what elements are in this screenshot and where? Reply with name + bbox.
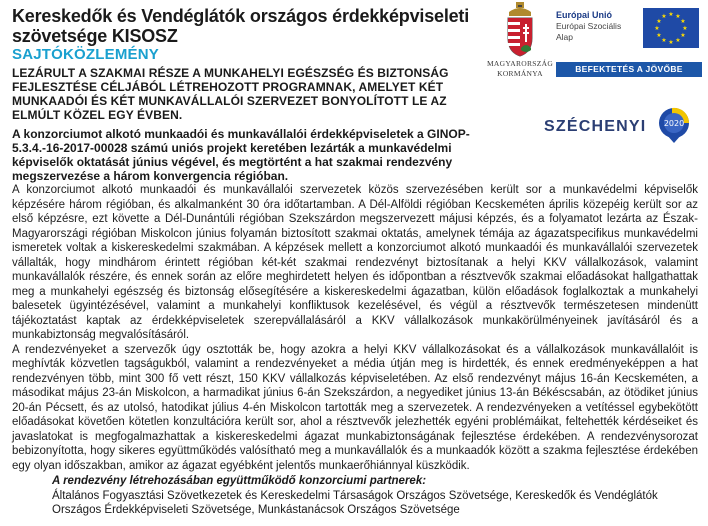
eu-line-3: Alap — [556, 32, 574, 42]
szechenyi-badge-icon — [652, 106, 696, 144]
press-release-label: SAJTÓKÖZLEMÉNY — [12, 46, 159, 63]
szechenyi-2020-logo — [540, 108, 702, 144]
partners-title: A rendezvény létrehozásában együttműködő konzorciumi partnerek: — [52, 475, 427, 487]
crest-caption-1: MAGYARORSZÁG — [486, 59, 554, 68]
svg-text:★: ★ — [668, 39, 674, 46]
subheadline-text: A konzorciumot alkotó munkaadói és munkavállalói érdekképviseletek a GINOP-5.3.4.-16-2017-00028 számú uniós projekt keretében lezárták a munkavédelmi képviselők oktatását június végével, és megtörtént a hat szakmai rendezvény megszervezése a három konvergencia régióban. — [12, 127, 470, 183]
partners-list: Általános Fogyasztási Szövetkezetek és Kereskedelmi Társaságok Országos Szövetsége, Kereskedők és Vendéglátók Országos Érdekképviseleti Szövetsége, Munkástanácsok Országos Szövetsége — [52, 489, 658, 516]
paragraph-1: A konzorciumot alkotó munkaadói és munkavállalói szervezetek közös szervezésében került sor a munkavédelmi képviselők képzésére három régióban, és alkalmanként 30 óra időtartamban. A Dél-Alföldi régióban Kecskeméten április közepéig került sor az első képzésre, ezt követte a Dél-Dunántúli régióban Szekszárdon megszervezett májusi képzés, és a folyamatot lezárta az Észak-Magyarországi régióban Miskolcon június folyamán biztosított szakmai oktatás, amelynek témája az ágazatspecifikus munkavédelmi ismeretek voltak a kiskereskedelmi szakmában. A képzések mellett a konzorciumot alkotó munkaadói és munkavállalói szervezetek vállalták, hogy mindhárom érintett régióban két-két szakmai rendezvényt biztosítanak a helyi KKV vállalkozások, valamint munkavállalók részére, és ennek során az előre meghirdetett helyen és időpontban a résztvevők szakmai előadásokat hallgathattak meg a munkahelyi egészség és biztonság elősegítésére a kiskereskedelmi ágazatban, külön előadások foglalkoztak a munkahelyi balesetek ügyintézésével, valamint a munkahelyi konfliktusok kezelésével, és végül a résztvevők természetesen mindenütt tájékoztatást kaptak az érdekképviseletek szerepvállalásáról a KKV vállalkozások munkakörülményeinek javításáról és a munkabiztonság megvalósításáról. — [12, 184, 698, 341]
eu-logo — [556, 8, 702, 64]
svg-text:★: ★ — [680, 18, 686, 25]
eu-text — [556, 10, 621, 43]
svg-text:★: ★ — [654, 25, 660, 32]
svg-text:★: ★ — [675, 13, 681, 20]
eu-line-1: Európai Unió — [556, 10, 612, 20]
svg-text:★: ★ — [656, 18, 662, 25]
article-body — [12, 183, 698, 473]
hungary-government-logo — [485, 2, 555, 86]
eu-line-2: Európai Szociális — [556, 21, 622, 31]
crest-caption-2: KORMÁNYA — [497, 69, 543, 78]
svg-text:★: ★ — [668, 11, 674, 18]
invest-future-banner: BEFEKTETÉS A JÖVŐBE — [556, 62, 702, 77]
svg-text:★: ★ — [682, 25, 688, 32]
szechenyi-word: SZÉCHENYI — [544, 118, 647, 135]
headline: LEZÁRULT A SZAKMAI RÉSZE A MUNKAHELYI EGÉSZSÉG ÉS BIZTONSÁG FEJLESZTÉSE CÉLJÁBÓL LÉTREHOZOTT PROGRAMNAK, AMELYET KÉT MUNKAADÓI ÉS KÉT MUNKAVÁLLALÓI SZERVEZET BONYOLÍTOTT LE AZ ELMÚLT KÖZEL EGY ÉVBEN. — [12, 66, 449, 122]
svg-text:★: ★ — [661, 13, 667, 20]
szechenyi-year: 2020 — [663, 119, 685, 128]
subheadline — [12, 127, 487, 183]
svg-text:★: ★ — [675, 37, 681, 44]
svg-text:★: ★ — [661, 37, 667, 44]
coat-of-arms-icon — [503, 2, 537, 58]
organization-title: Kereskedők és Vendéglátók országos érdekképviseleti szövetsége KISOSZ — [12, 6, 470, 46]
partners-section — [12, 474, 698, 518]
eu-flag-icon — [643, 8, 699, 48]
paragraph-2: A rendezvényeket a szervezők úgy osztották be, hogy azokra a helyi KKV vállalkozásokat és a vállalkozások munkavállalóit is meghívták közvetlen tagságukból, valamint a rendezvényeket a média útján meg is hirdették, és ennek eredményeképpen a hat rendezvényen több, mint 300 fő vett részt, 150 KKV vállalkozás képviseletében. Az első rendezvényt május 16-án Kecskeméten, a másodikat május 23-án Miskolcon, a harmadikat június 6-án Szekszárdon, a negyediket június 13-án Békéscsabán, az ötödiket június 20-án Pécsett, és az utolsó, hatodikat július 4-én Miskolcon tartották meg a szervezetek. A rendezvényeken a vetítéssel egybekötött előadásokat követően kötetlen konzultációra került sor, ahol a résztvevők jelezhették egyéni problémáikat, feltehették kérdéseiket és javaslatokat is megfogalmazhattak a kiskereskedelmi ágazat munkabiztonságának fejlesztése érdekében. A rendezvénysorozat bebizonyította, hogy sikeres együttműködés valósítható meg a munkavállalók és a munkaadók között a szakma fejlesztése érdekében egy olyan időszakban, amikor az ágazat egyébként jelentős munkaerőhiánnyal küszködik. — [12, 343, 698, 472]
svg-text:★: ★ — [656, 32, 662, 39]
svg-text:★: ★ — [680, 32, 686, 39]
